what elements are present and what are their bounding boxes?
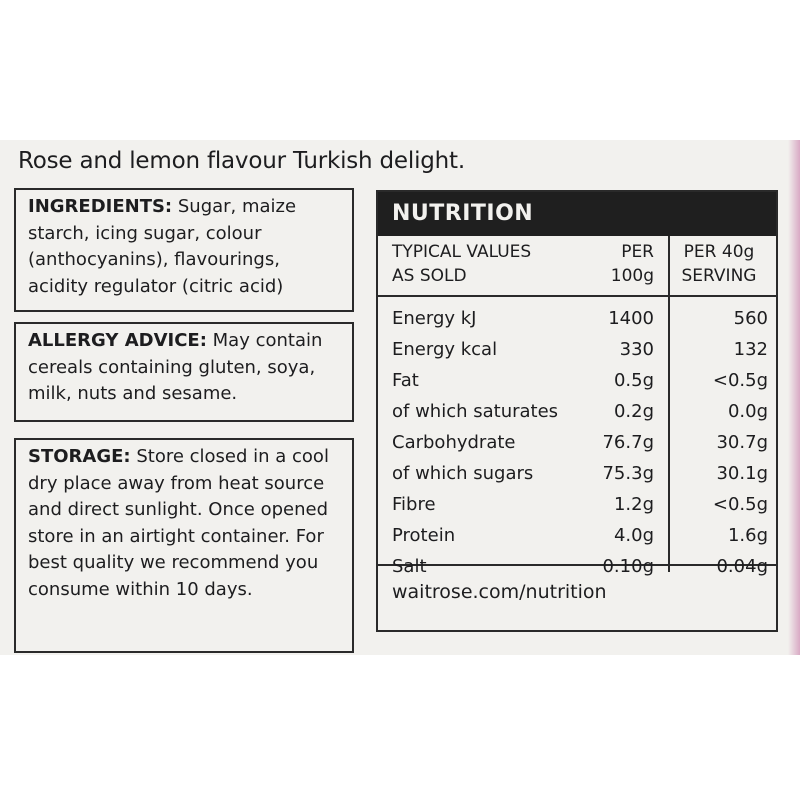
nutrition-header bbox=[378, 236, 776, 297]
storage-text: Store closed in a cool dry place away from heat source and direct sunlight. Once opened store in an airtight container. For best quality we recommend you consume within 10 days. bbox=[28, 446, 329, 600]
nutrient-name: Salt bbox=[392, 556, 427, 577]
table-row bbox=[378, 365, 776, 396]
header-col1-line2: AS SOLD bbox=[392, 266, 467, 286]
value-per-100g: 1.2g bbox=[613, 494, 654, 515]
table-row bbox=[378, 427, 776, 458]
storage-box bbox=[14, 438, 354, 653]
nutrition-table bbox=[376, 190, 778, 632]
food-label bbox=[0, 140, 800, 655]
nutrition-title: NUTRITION bbox=[378, 192, 776, 236]
nutrient-name: Carbohydrate bbox=[392, 432, 516, 453]
ingredients-box bbox=[14, 188, 354, 312]
table-row bbox=[378, 303, 776, 334]
table-row bbox=[378, 489, 776, 520]
header-col3-line2: SERVING bbox=[681, 266, 757, 286]
nutrient-name: Fat bbox=[392, 370, 419, 391]
value-per-serving: 560 bbox=[733, 308, 768, 329]
value-per-serving: 132 bbox=[733, 339, 768, 360]
header-col3-line1: PER 40g bbox=[683, 242, 755, 262]
value-per-100g: 0.10g bbox=[602, 556, 654, 577]
value-per-serving: <0.5g bbox=[712, 370, 768, 391]
nutrition-rows bbox=[378, 297, 776, 577]
allergy-box bbox=[14, 322, 354, 422]
storage-label: STORAGE: bbox=[28, 446, 131, 467]
nutrient-name: Protein bbox=[392, 525, 456, 546]
value-per-100g: 0.5g bbox=[613, 370, 654, 391]
value-per-serving: 1.6g bbox=[727, 525, 768, 546]
value-per-100g: 75.3g bbox=[602, 463, 654, 484]
header-per-serving bbox=[670, 240, 768, 288]
nutrient-name: Energy kcal bbox=[392, 339, 498, 360]
table-row bbox=[378, 334, 776, 365]
header-col2-line2: 100g bbox=[610, 266, 654, 286]
nutrient-name: Fibre bbox=[392, 494, 436, 515]
header-typical-values bbox=[392, 240, 592, 288]
allergy-label: ALLERGY ADVICE: bbox=[28, 330, 207, 351]
value-per-serving: 30.7g bbox=[716, 432, 768, 453]
value-per-100g: 76.7g bbox=[602, 432, 654, 453]
ingredients-text: Sugar, maize starch, icing sugar, colour (anthocyanins), flavourings, acidity regulator (citric acid) bbox=[28, 196, 297, 297]
value-per-serving: <0.5g bbox=[712, 494, 768, 515]
table-row bbox=[378, 458, 776, 489]
value-per-100g: 0.2g bbox=[613, 401, 654, 422]
allergy-text: May contain cereals containing gluten, soya, milk, nuts and sesame. bbox=[28, 330, 323, 404]
product-headline: Rose and lemon flavour Turkish delight. bbox=[18, 148, 465, 174]
header-per-100g bbox=[578, 240, 654, 288]
value-per-serving: 30.1g bbox=[716, 463, 768, 484]
ingredients-label: INGREDIENTS: bbox=[28, 196, 173, 217]
header-col1-line1: TYPICAL VALUES bbox=[392, 242, 532, 262]
value-per-100g: 330 bbox=[619, 339, 654, 360]
nutrition-footer-url: waitrose.com/nutrition bbox=[378, 564, 776, 622]
nutrient-name: of which saturates bbox=[392, 401, 559, 422]
value-per-100g: 1400 bbox=[608, 308, 654, 329]
nutrient-name: of which sugars bbox=[392, 463, 534, 484]
table-row bbox=[378, 396, 776, 427]
value-per-serving: 0.04g bbox=[716, 556, 768, 577]
nutrient-name: Energy kJ bbox=[392, 308, 477, 329]
table-row bbox=[378, 520, 776, 551]
packaging-edge bbox=[788, 140, 800, 655]
table-row bbox=[378, 551, 776, 582]
value-per-serving: 0.0g bbox=[727, 401, 768, 422]
value-per-100g: 4.0g bbox=[613, 525, 654, 546]
header-col2-line1: PER bbox=[621, 242, 654, 262]
